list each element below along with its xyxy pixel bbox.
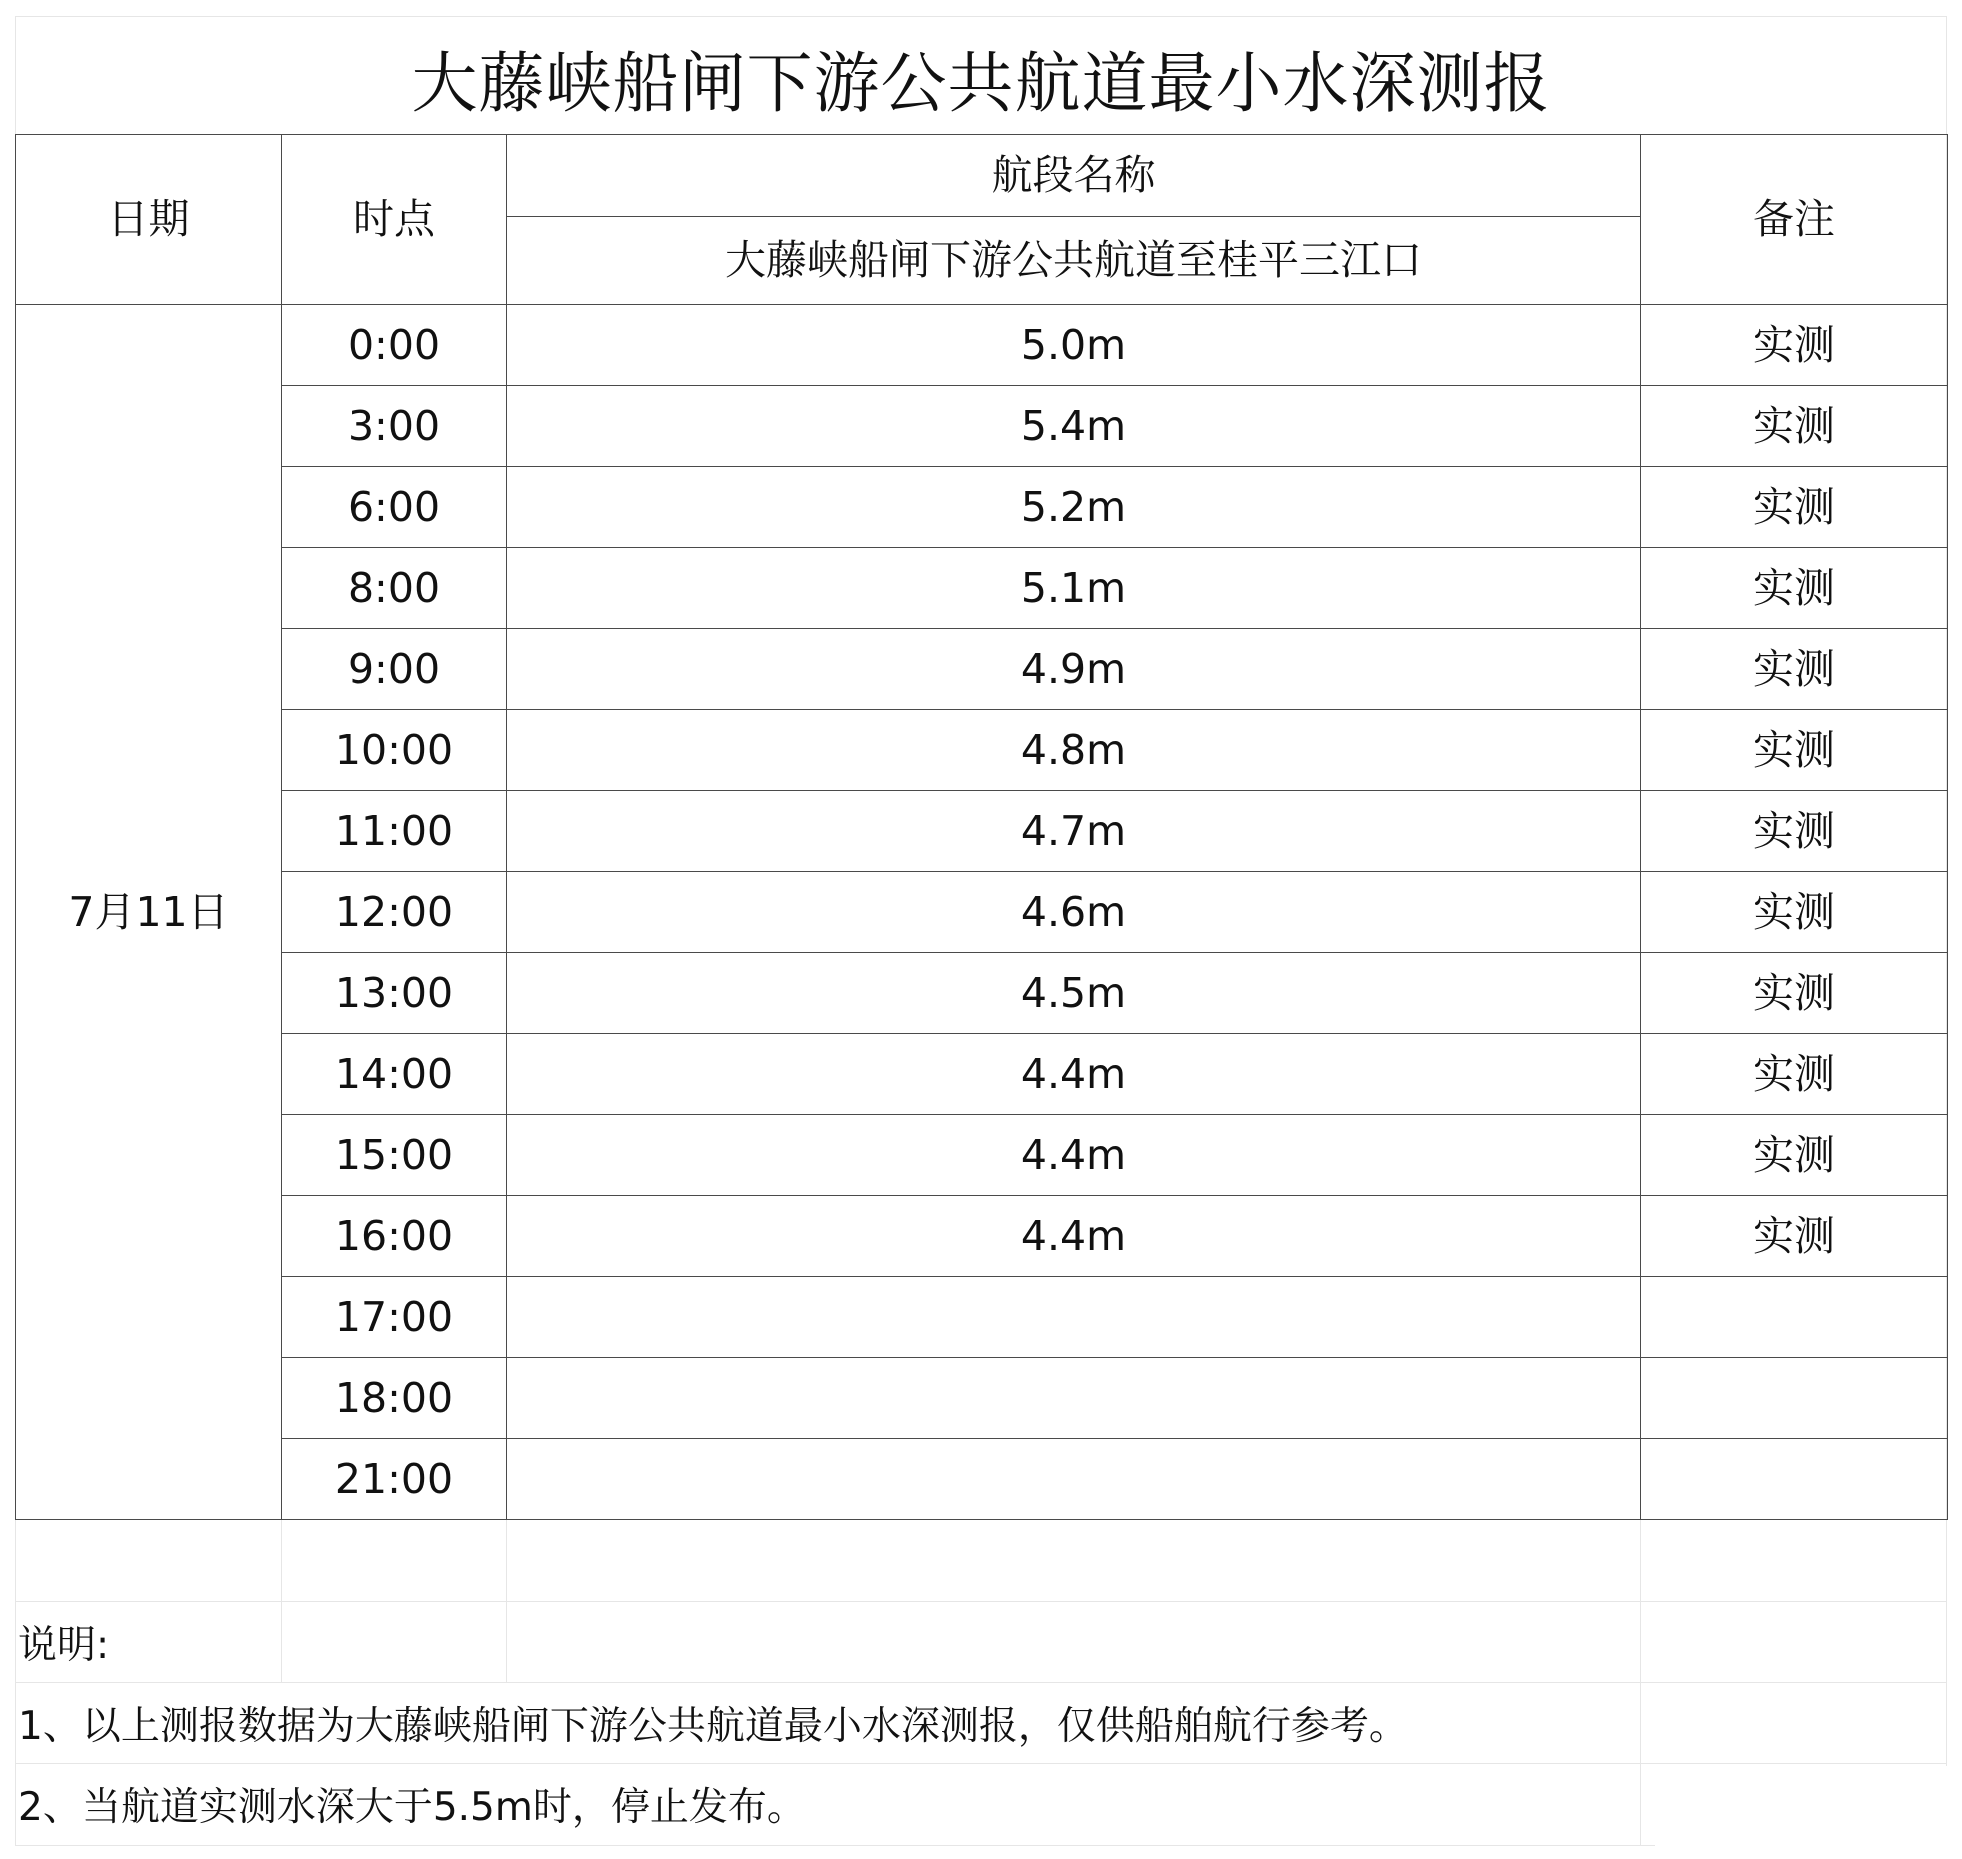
gridline <box>15 1845 1655 1846</box>
gridline <box>506 1520 507 1682</box>
time-cell: 11:00 <box>282 791 507 872</box>
time-cell: 0:00 <box>282 305 507 386</box>
depth-report-table <box>15 134 1948 1520</box>
remark-cell: 实测 <box>1641 467 1948 548</box>
remark-cell <box>1641 1358 1948 1439</box>
depth-cell: 4.7m <box>507 791 1641 872</box>
gridline <box>281 1520 282 1682</box>
time-cell: 9:00 <box>282 629 507 710</box>
remark-cell: 实测 <box>1641 953 1948 1034</box>
remark-cell <box>1641 1439 1948 1520</box>
table-row <box>16 386 1948 467</box>
table-row <box>16 1196 1948 1277</box>
depth-cell: 4.9m <box>507 629 1641 710</box>
time-cell: 10:00 <box>282 710 507 791</box>
remark-cell: 实测 <box>1641 710 1948 791</box>
header-time: 时点 <box>282 135 507 305</box>
header-segment-group: 航段名称 <box>507 135 1641 217</box>
time-cell: 13:00 <box>282 953 507 1034</box>
depth-cell: 4.4m <box>507 1115 1641 1196</box>
depth-cell <box>507 1439 1641 1520</box>
depth-cell <box>507 1358 1641 1439</box>
remark-cell: 实测 <box>1641 872 1948 953</box>
remark-cell: 实测 <box>1641 305 1948 386</box>
table-row <box>16 1358 1948 1439</box>
table-row <box>16 953 1948 1034</box>
time-cell: 16:00 <box>282 1196 507 1277</box>
date-cell: 7月11日 <box>16 305 282 1520</box>
note-line-1: 1、以上测报数据为大藤峡船闸下游公共航道最小水深测报，仅供船舶航行参考。 <box>18 1704 1408 1749</box>
table-row <box>16 710 1948 791</box>
notes-label: 说明: <box>18 1623 110 1668</box>
time-cell: 12:00 <box>282 872 507 953</box>
time-cell: 8:00 <box>282 548 507 629</box>
table-row <box>16 1115 1948 1196</box>
table-row <box>16 1277 1948 1358</box>
depth-cell: 4.8m <box>507 710 1641 791</box>
remark-cell: 实测 <box>1641 629 1948 710</box>
remark-cell <box>1641 1277 1948 1358</box>
header-date: 日期 <box>16 135 282 305</box>
note-line-2: 2、当航道实测水深大于5.5m时，停止发布。 <box>18 1785 806 1830</box>
remark-cell: 实测 <box>1641 548 1948 629</box>
time-cell: 3:00 <box>282 386 507 467</box>
remark-cell: 实测 <box>1641 1196 1948 1277</box>
header-segment-name: 大藤峡船闸下游公共航道至桂平三江口 <box>507 217 1641 305</box>
depth-cell: 4.5m <box>507 953 1641 1034</box>
report-title: 大藤峡船闸下游公共航道最小水深测报 <box>411 44 1551 122</box>
time-cell: 15:00 <box>282 1115 507 1196</box>
table-row <box>16 1439 1948 1520</box>
remark-cell: 实测 <box>1641 1034 1948 1115</box>
time-cell: 17:00 <box>282 1277 507 1358</box>
gridline <box>1640 1520 1641 1845</box>
table-row <box>16 629 1948 710</box>
gridline <box>15 1601 1947 1602</box>
depth-cell: 5.1m <box>507 548 1641 629</box>
depth-cell: 4.4m <box>507 1034 1641 1115</box>
depth-cell: 5.2m <box>507 467 1641 548</box>
remark-cell: 实测 <box>1641 1115 1948 1196</box>
table-row <box>16 305 1948 386</box>
time-cell: 18:00 <box>282 1358 507 1439</box>
time-cell: 21:00 <box>282 1439 507 1520</box>
time-cell: 6:00 <box>282 467 507 548</box>
remark-cell: 实测 <box>1641 791 1948 872</box>
depth-cell: 4.4m <box>507 1196 1641 1277</box>
gridline <box>15 16 1947 17</box>
header-remark: 备注 <box>1641 135 1948 305</box>
table-row <box>16 791 1948 872</box>
remark-cell: 实测 <box>1641 386 1948 467</box>
table-row <box>16 548 1948 629</box>
table-row <box>16 467 1948 548</box>
depth-cell: 5.0m <box>507 305 1641 386</box>
table-row <box>16 872 1948 953</box>
depth-cell: 5.4m <box>507 386 1641 467</box>
time-cell: 14:00 <box>282 1034 507 1115</box>
depth-cell <box>507 1277 1641 1358</box>
depth-cell: 4.6m <box>507 872 1641 953</box>
table-row <box>16 1034 1948 1115</box>
